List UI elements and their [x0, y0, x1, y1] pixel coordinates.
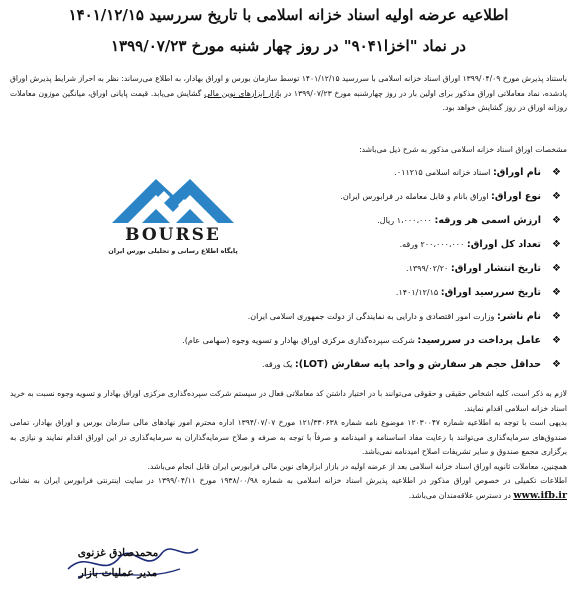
- intro-text-end: گشایش می‌یابد. قیمت پایانی اوراق، میانگین موزون معاملات روزانه اوراق در روز گشایش خواهد بود.: [10, 88, 567, 112]
- spec-label: تعداد کل اوراق:: [466, 239, 541, 250]
- spec-label: حداقل حجم هر سفارش و واحد پایه سفارش (LOT):: [294, 359, 541, 370]
- diamond-bullet-icon: ❖: [552, 191, 561, 202]
- signature-block: [58, 539, 218, 589]
- spec-item: [127, 211, 567, 235]
- spec-item: [127, 331, 567, 355]
- spec-label: عامل پرداخت در سررسید:: [417, 335, 541, 346]
- spec-item: [127, 307, 567, 331]
- spec-label: تاریخ انتشار اوراق:: [450, 263, 541, 274]
- signatory-role: مدیر عملیات بازار: [78, 567, 158, 579]
- more-info-text-end: در دسترس علاقه‌مندان می‌باشد.: [408, 490, 514, 500]
- more-info-paragraph: [10, 474, 567, 503]
- spec-value: ۱۴۰۱/۱۲/۱۵.: [395, 288, 439, 297]
- secondary-trading-paragraph: همچنین، معاملات ثانویه اوراق اسناد خزانه اسلامی بعد از عرضه اولیه در بازار ابزارهای نوین مالی فرابورس ایران قابل انجام می‌باشد.: [147, 461, 567, 471]
- spec-label: نام ناشر:: [496, 311, 541, 322]
- diamond-bullet-icon: ❖: [552, 167, 561, 178]
- spec-value: ۱۳۹۹/۰۲/۲۰.: [406, 264, 449, 273]
- spec-value: اوراق بانام و قابل معامله در فرابورس ایران.: [340, 192, 489, 201]
- bourse-wordmark: BOURSE: [125, 225, 221, 245]
- funds-paragraph: بدیهی است با توجه به اطلاعیه شماره ۱۲۰۳۰۰۴۷ موضوع نامه شماره ۱۲۱/۳۳۰۶۳۸ مورخ ۱۳۹۴/۰۷/۰۷ اداره محترم امور نهادهای مالی سازمان بورس و اوراق بهادار، تمامی صندوق‌های سرمایه‌گذاری می‌توانند با رعایت مفاد اساسنامه و امیدنامه و صرفاً با توجه به صرفه و صلاح سرمایه‌گذاران به سرمایه‌گذاری در این اوراق اقدام نمایند و نیازی به برگزاری مجمع صندوق و سایر تشریفات اصلاح امیدنامه نمی‌باشد.: [10, 418, 568, 456]
- intro-paragraph: [10, 72, 567, 116]
- ifb-website-link[interactable]: www.ifb.ir: [513, 489, 567, 501]
- spec-item: [127, 259, 567, 283]
- diamond-bullet-icon: ❖: [552, 263, 561, 274]
- spec-value: وزارت امور اقتصادی و دارایی به نمایندگی از دولت جمهوری اسلامی ایران.: [247, 312, 495, 321]
- bourse-tagline: پایگاه اطلاع رسانی و تحلیلی بورس ایران: [108, 247, 238, 255]
- closing-section: [10, 387, 567, 503]
- diamond-bullet-icon: ❖: [552, 335, 561, 346]
- intro-text-start: باستناد پذیرش مورخ ۱۳۹۹/۰۴/۰۹ اوراق اسناد خزانه اسلامی با سررسید ۱۴۰۱/۱۲/۱۵ توسط سازمان بورس و اوراق بهادار، به اطلاع می‌رساند: نظر به احراز شرایط پذیرش اوراق یادشده، نماد معاملاتی اوراق مذکور برای اولین بار در روز چهارشنبه مورخ ۱۳۹۹/۰۷/۲۳ در: [10, 74, 568, 98]
- spec-item: [127, 283, 567, 307]
- spec-label: نوع اوراق:: [491, 191, 541, 202]
- diamond-bullet-icon: ❖: [552, 239, 561, 250]
- specs-intro-text: مشخصات اوراق اسناد خزانه اسلامی مذکور به شرح ذیل می‌باشد:: [359, 145, 567, 154]
- spec-label: ارزش اسمی هر ورقه:: [434, 215, 541, 226]
- spec-item: [127, 163, 567, 187]
- spec-value: اسناد خزانه اسلامی ۰۱۱۲۱۵.: [394, 168, 491, 177]
- market-link[interactable]: بازار ابزارهای نوین مالی: [204, 88, 282, 98]
- spec-value: شرکت سپرده‌گذاری مرکزی اوراق بهادار و تسویه وجوه (سهامی عام).: [182, 336, 415, 345]
- announcement-title-line-2: در نماد "اخزا۹۰۴۱" در روز چهار شنبه مورخ ۱۳۹۹/۰۷/۲۳: [110, 37, 466, 55]
- eligibility-paragraph: لازم به ذکر است، کلیه اشخاص حقیقی و حقوقی می‌توانند با در اختیار داشتن کد معاملاتی فعال در سیستم شرکت سپرده‌گذاری مرکزی اوراق بهادار و تسویه وجوه نسبت به خرید اسناد خزانه اسلامی اقدام نمایند.: [10, 389, 567, 413]
- diamond-bullet-icon: ❖: [552, 311, 561, 322]
- announcement-title-line-1: اطلاعیه عرضه اولیه اسناد خزانه اسلامی با تاریخ سررسید ۱۴۰۱/۱۲/۱۵: [68, 6, 509, 24]
- diamond-bullet-icon: ❖: [552, 359, 561, 370]
- spec-value: یک ورقه.: [262, 360, 293, 369]
- specs-list: [127, 163, 567, 379]
- signatory-name: محمدصادق غزنوی: [77, 547, 159, 559]
- spec-value: ۱،۰۰۰،۰۰۰ ریال.: [377, 216, 432, 225]
- spec-value: ۲۰۰،۰۰۰،۰۰۰ ورقه.: [399, 240, 465, 249]
- spec-item: [127, 187, 567, 211]
- more-info-text-start: اطلاعات تکمیلی در خصوص اوراق مذکور در اطلاعیه پذیرش اسناد خزانه اسلامی به شماره ۱۹۳۸/۰۰/۹۸ مورخ ۱۳۹۹/۰۴/۱۱ در سایت اینترنتی فرابورس ایران به نشانی: [10, 476, 567, 485]
- diamond-bullet-icon: ❖: [552, 287, 561, 298]
- diamond-bullet-icon: ❖: [552, 215, 561, 226]
- spec-item: [127, 235, 567, 259]
- spec-label: تاریخ سررسید اوراق:: [440, 287, 541, 298]
- spec-label: نام اوراق:: [492, 167, 541, 178]
- spec-item: [127, 355, 567, 379]
